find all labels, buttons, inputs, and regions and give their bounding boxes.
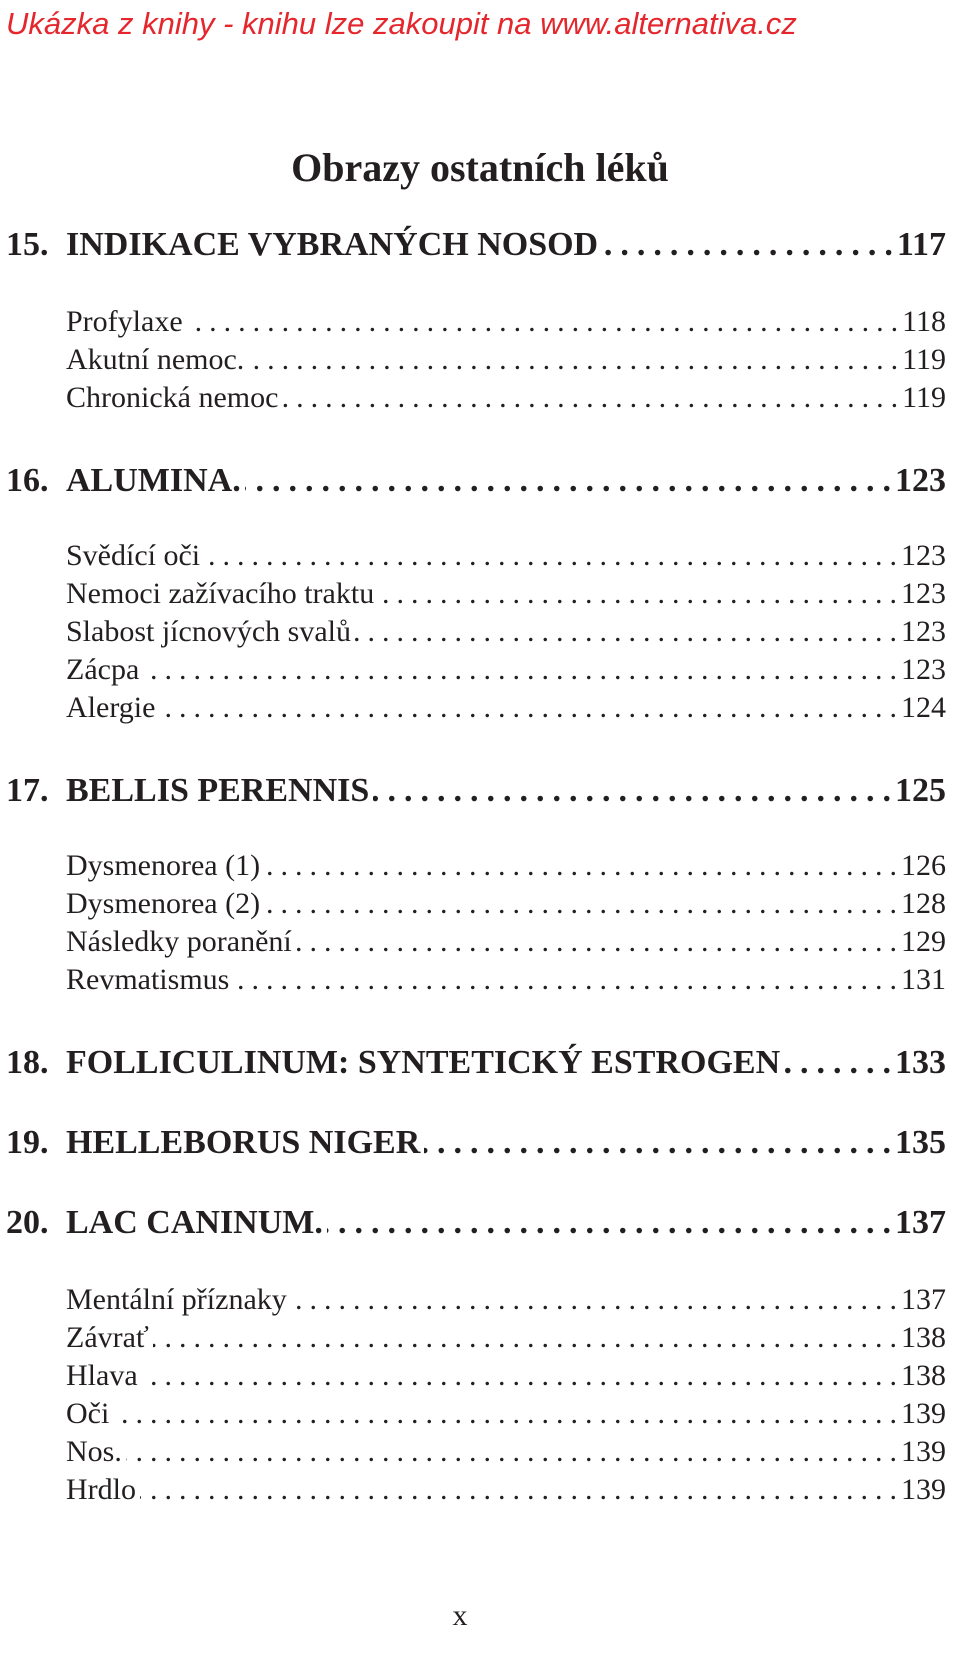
toc-chapter [6, 1200, 946, 1246]
toc-label: Chronická nemoc [66, 381, 279, 414]
toc-entry [6, 536, 946, 576]
toc-entry [6, 340, 946, 380]
dot-leader [264, 884, 897, 924]
toc-page-number: 125 [895, 772, 946, 809]
toc-label: Závrať [66, 1321, 149, 1354]
toc-page-number: 117 [896, 226, 946, 263]
dot-leader [355, 612, 897, 652]
toc-label: HELLEBORUS NIGER [66, 1124, 421, 1161]
toc-label: Revmatismus [66, 963, 230, 996]
dot-leader [113, 1394, 897, 1434]
toc-label: Dysmenorea (2) [66, 887, 261, 920]
toc-page-number: 131 [901, 963, 946, 996]
toc-label: Nos. [66, 1435, 122, 1468]
dot-leader [296, 922, 897, 962]
toc-entry [6, 378, 946, 418]
toc-chapter [6, 1040, 946, 1086]
toc-entry [6, 302, 946, 342]
toc-entry [6, 650, 946, 690]
toc-page-number: 124 [901, 691, 946, 724]
toc-label: LAC CANINUM. [66, 1204, 323, 1241]
page-title: Obrazy ostatních léků [291, 145, 669, 190]
toc-number: 16. [6, 462, 49, 499]
toc-chapter [6, 222, 946, 268]
toc-label: ALUMINA. [66, 462, 241, 499]
toc-label: Zácpa [66, 653, 140, 686]
toc-entry [6, 574, 946, 614]
toc-page-number: 123 [895, 462, 946, 499]
toc-page-number: 138 [901, 1321, 946, 1354]
toc-page-number: 129 [901, 925, 946, 958]
toc-label: Nemoci zažívacího traktu [66, 577, 375, 610]
dot-leader [373, 768, 891, 814]
toc-entry [6, 1280, 946, 1320]
promo-banner: Ukázka z knihy - knihu lze zakoupit na www.alternativa.cz [6, 6, 797, 41]
toc-entry [6, 884, 946, 924]
dot-leader [204, 536, 897, 576]
toc-label: Akutní nemoc. [66, 343, 245, 376]
dot-leader [143, 650, 897, 690]
toc-label: Slabost jícnových svalů [66, 615, 351, 648]
toc-label: Následky poranění [66, 925, 292, 958]
toc-entry [6, 1318, 946, 1358]
toc-entry [6, 688, 946, 728]
dot-leader [378, 574, 897, 614]
toc-entry [6, 1394, 946, 1434]
toc-page-number: 138 [901, 1359, 946, 1392]
toc-page-number: 139 [901, 1397, 946, 1430]
toc-label: Alergie [66, 691, 156, 724]
dot-leader [424, 1120, 891, 1166]
toc-chapter [6, 1120, 946, 1166]
dot-leader [140, 1470, 897, 1510]
toc-entry [6, 922, 946, 962]
toc-page-number: 135 [895, 1124, 946, 1161]
toc-entry [6, 1470, 946, 1510]
toc-number: 20. [6, 1204, 49, 1241]
toc-number: 15. [6, 226, 49, 263]
toc-label: Dysmenorea (1) [66, 849, 261, 882]
toc-entry [6, 1356, 946, 1396]
toc-entry [6, 612, 946, 652]
dot-leader [282, 378, 898, 418]
toc-page-number: 123 [901, 653, 946, 686]
toc-page-number: 123 [901, 577, 946, 610]
dot-leader [233, 960, 897, 1000]
dot-leader [291, 1280, 897, 1320]
page-folio: x [452, 1599, 468, 1632]
toc-entry [6, 960, 946, 1000]
toc-label: Profylaxe [66, 305, 183, 338]
dot-leader [126, 1432, 897, 1472]
toc-label: INDIKACE VYBRANÝCH NOSOD [66, 226, 599, 263]
dot-leader [327, 1200, 891, 1246]
toc-chapter [6, 768, 946, 814]
toc-label: FOLLICULINUM: SYNTETICKÝ ESTROGEN [66, 1044, 781, 1081]
dot-leader [602, 222, 893, 268]
dot-leader [153, 1318, 897, 1358]
dot-leader [248, 340, 898, 380]
toc-label: Mentální příznaky [66, 1283, 287, 1316]
toc-page-number: 128 [901, 887, 946, 920]
toc-label: Svědící oči [66, 539, 201, 572]
toc-page-number: 137 [895, 1204, 946, 1241]
dot-leader [784, 1040, 891, 1086]
toc-page-number: 123 [901, 539, 946, 572]
toc-entry [6, 1432, 946, 1472]
toc-page-number: 119 [902, 343, 946, 376]
dot-leader [142, 1356, 897, 1396]
toc-page-number: 137 [901, 1283, 946, 1316]
dot-leader [187, 302, 898, 342]
toc-page-number: 133 [895, 1044, 946, 1081]
toc-label: Hrdlo [66, 1473, 136, 1506]
toc-page-number: 118 [902, 305, 946, 338]
toc-chapter [6, 458, 946, 504]
dot-leader [245, 458, 891, 504]
toc-page-number: 126 [901, 849, 946, 882]
toc-page-number: 119 [902, 381, 946, 414]
dot-leader [159, 688, 897, 728]
toc-label: BELLIS PERENNIS [66, 772, 370, 809]
toc-number: 17. [6, 772, 49, 809]
toc-label: Hlava [66, 1359, 138, 1392]
dot-leader [264, 846, 897, 886]
toc-number: 19. [6, 1124, 49, 1161]
toc-page-number: 139 [901, 1435, 946, 1468]
toc-page-number: 123 [901, 615, 946, 648]
toc-number: 18. [6, 1044, 49, 1081]
toc-label: Oči [66, 1397, 110, 1430]
toc-entry [6, 846, 946, 886]
toc-page-number: 139 [901, 1473, 946, 1506]
